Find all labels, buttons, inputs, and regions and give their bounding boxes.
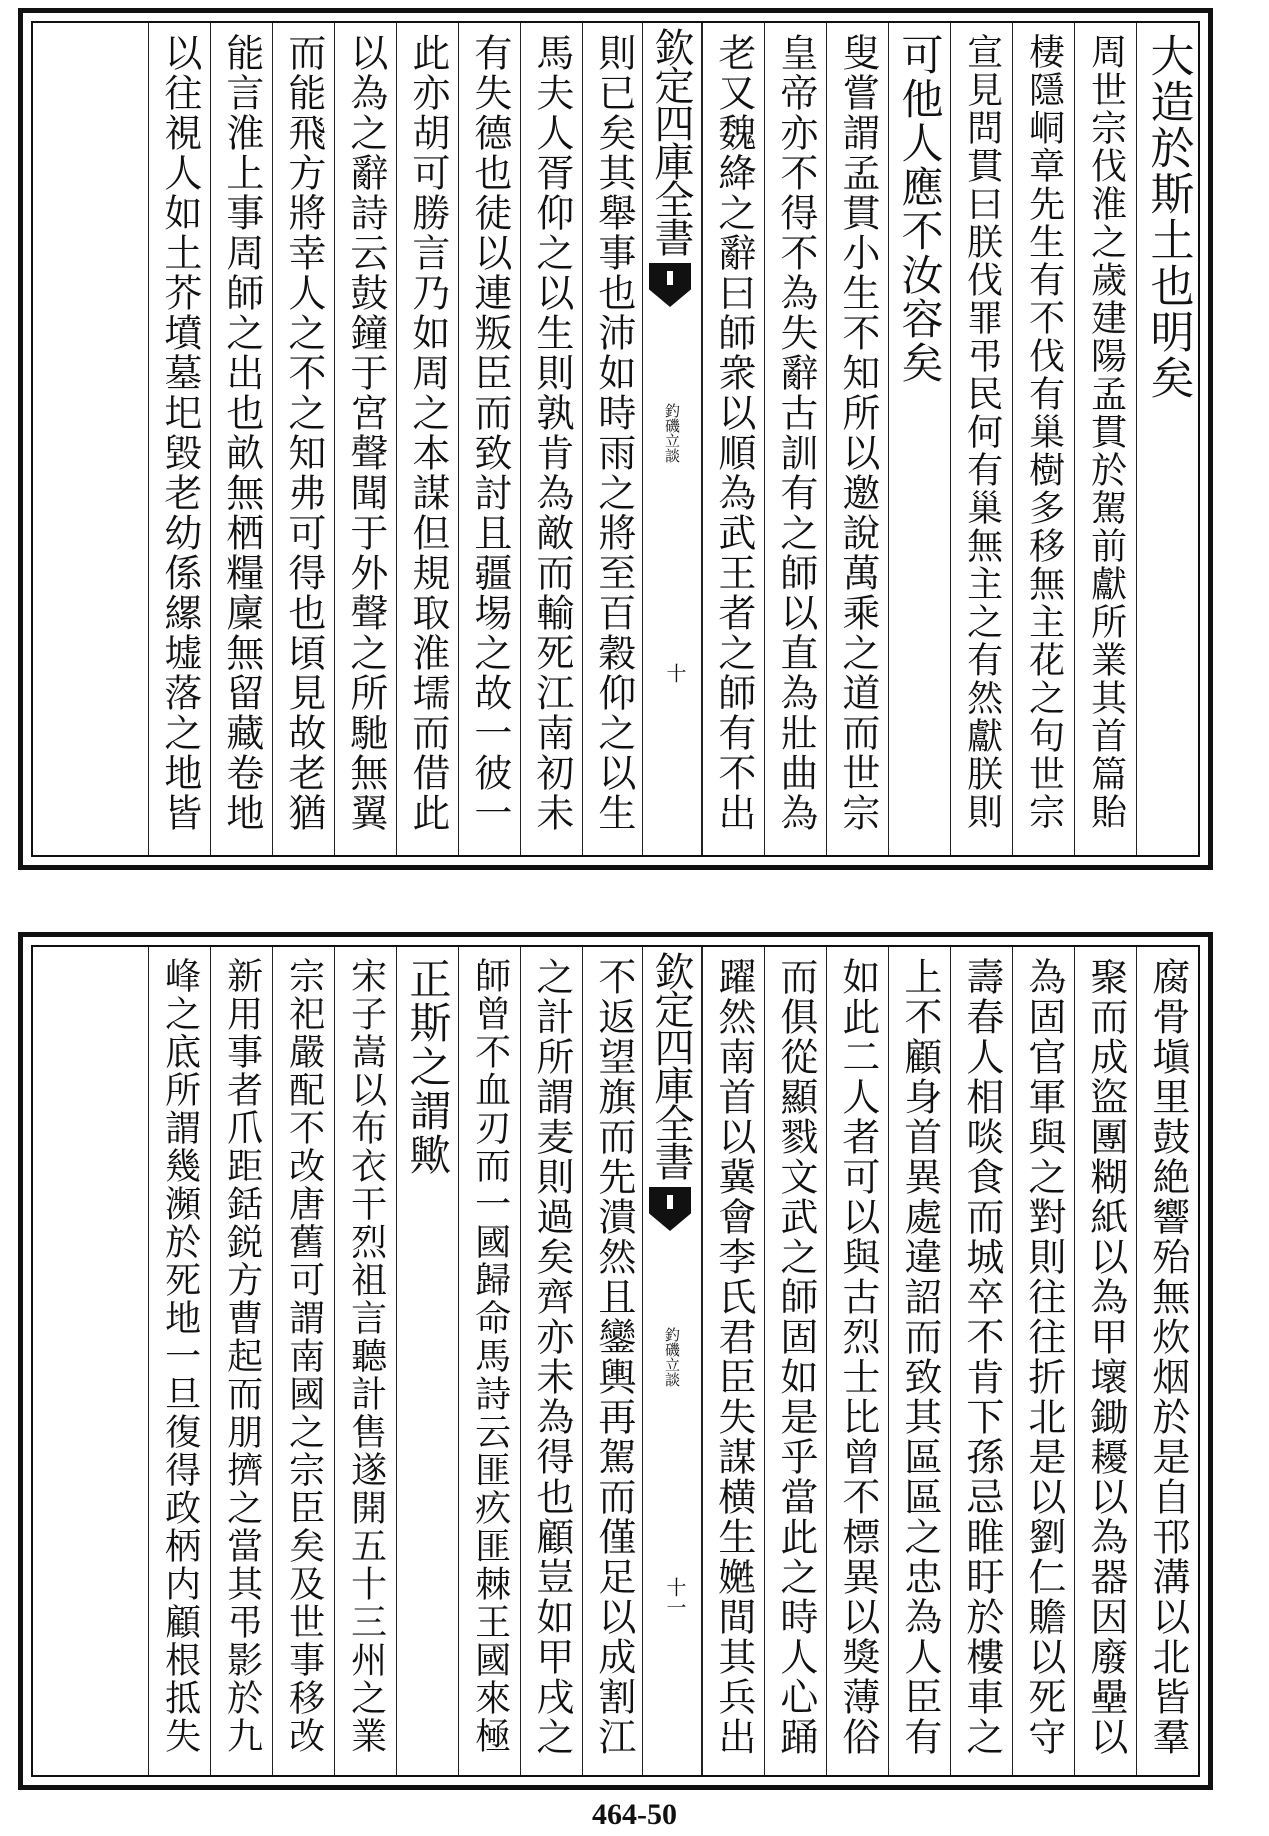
column-text: 新用事者爪距銛鋭方曹起而朋擠之當其弔影於九	[221, 957, 263, 1755]
column-text: 老又魏絳之辭曰師衆以順為武王者之師有不出	[711, 33, 756, 833]
column-text: 不返望旗而先潰然且鑾輿再駕而僅足以成割江	[591, 957, 636, 1757]
column-text: 壽春人相啖食而城卒不肯下孫忌睢盱於樓車之	[959, 957, 1004, 1757]
text-column	[334, 23, 396, 855]
text-column	[702, 23, 764, 855]
text-column	[272, 23, 334, 855]
bottom-page	[18, 932, 1213, 1790]
column-text: 上不顧身首異處違詔而致其區區之忠為人臣有	[897, 957, 942, 1757]
text-column	[1136, 947, 1198, 1775]
column-text: 躍然南首以冀會李氏君臣失謀横生嬎間其兵出	[711, 957, 756, 1757]
text-column	[1136, 23, 1198, 855]
text-column	[582, 947, 644, 1775]
fish-tail-notch	[667, 1195, 673, 1209]
top-page	[18, 8, 1213, 870]
text-column	[396, 23, 458, 855]
column-text: 峰之底所謂幾瀕於死地一旦復得政柄内顧根抵失	[159, 957, 201, 1755]
text-column	[950, 23, 1012, 855]
section-title: 釣磯立談	[663, 403, 681, 463]
column-text: 大造於斯土也明矣	[1142, 33, 1194, 401]
text-column	[764, 947, 826, 1775]
column-text: 馬夫人胥仰之以生則孰肯為敵而輸死江南初未	[529, 33, 574, 833]
text-column	[1012, 947, 1074, 1775]
text-column	[950, 947, 1012, 1775]
column-text: 有失德也徒以連叛臣而致討且疆埸之故一彼一	[467, 33, 512, 833]
text-column	[888, 23, 950, 855]
column-text: 正斯之謂歟	[403, 957, 453, 1177]
text-column	[1074, 23, 1136, 855]
fish-tail-mark-icon	[649, 1187, 691, 1231]
column-text: 宣見問貫曰朕伐罪弔民何有巢無主之有然獻朕則	[961, 33, 1003, 831]
text-column	[582, 23, 644, 855]
text-column	[1074, 947, 1136, 1775]
text-column	[702, 947, 764, 1775]
text-column	[148, 23, 210, 855]
column-text: 能言淮上事周師之出也畝無栖糧廩無留藏卷地	[219, 33, 264, 833]
text-column	[1012, 23, 1074, 855]
column-text: 聚而成盜團糊紙以為甲壞鋤耰以為器因廢壘以	[1083, 957, 1128, 1757]
column-text: 而能飛方將幸人之不之知弗可得也頃見故老猶	[281, 33, 326, 833]
text-column	[148, 947, 210, 1775]
column-text: 宗祀嚴配不改唐舊可謂南國之宗臣矣及世事移改	[283, 957, 325, 1755]
folio-number: 十一	[663, 1577, 687, 1617]
text-column	[826, 23, 888, 855]
folio-number: 十	[663, 663, 687, 683]
text-column	[458, 23, 520, 855]
center-strip	[642, 23, 702, 855]
text-column	[826, 947, 888, 1775]
text-column	[520, 947, 582, 1775]
text-column	[458, 947, 520, 1775]
text-column	[272, 947, 334, 1775]
top-page-frame	[31, 21, 1200, 857]
column-text: 以往視人如土芥墳墓圯毀老幼係縲墟落之地皆	[157, 33, 202, 833]
column-text: 為固官軍與之對則往往折北是以劉仁贍以死守	[1021, 957, 1066, 1757]
column-text: 腐骨塡里鼓絶響殆無炊烟於是自邗溝以北皆羣	[1145, 957, 1190, 1757]
text-column	[396, 947, 458, 1775]
column-text: 如此二人者可以與古烈士比曾不標異以獎薄俗	[835, 957, 880, 1757]
column-text: 此亦胡可勝言乃如周之本謀但規取淮壖而借此	[405, 33, 450, 833]
center-strip	[642, 947, 702, 1775]
column-text: 而俱從顯戮文武之師固如是乎當此之時人心踊	[773, 957, 818, 1757]
column-text: 以為之辭詩云鼓鐘于宮聲聞于外聲之所馳無翼	[343, 33, 388, 833]
text-column	[210, 947, 272, 1775]
library-title: 欽定四庫全書	[648, 951, 694, 1179]
column-text: 師曾不血刃而一國歸命馬詩云匪疚匪棘王國來極	[469, 957, 511, 1755]
bottom-page-frame	[31, 945, 1200, 1777]
column-text: 周世宗伐淮之歲建陽孟貫於駕前獻所業其首篇貽	[1085, 33, 1127, 831]
column-text: 宋子嵩以布衣干烈祖言聽計售遂開五十三州之業	[345, 957, 387, 1755]
section-title: 釣磯立談	[663, 1327, 681, 1387]
column-text: 則已矣其舉事也沛如時雨之將至百穀仰之以生	[591, 33, 636, 833]
text-column	[520, 23, 582, 855]
column-text: 可他人應不汝容矣	[895, 33, 945, 385]
column-text: 皇帝亦不得不為失辭古訓有之師以直為壯曲為	[773, 33, 818, 833]
fish-tail-notch	[667, 271, 673, 285]
text-column	[210, 23, 272, 855]
column-text: 之計所謂麦則過矣齊亦未為得也顧豈如甲戌之	[529, 957, 574, 1757]
page-number: 464-50	[592, 1798, 677, 1831]
text-column	[888, 947, 950, 1775]
library-title: 欽定四庫全書	[648, 27, 694, 255]
text-column	[334, 947, 396, 1775]
column-text: 棲隱峒章先生有不伐有巢樹多移無主花之句世宗	[1023, 33, 1065, 831]
text-column	[764, 23, 826, 855]
column-text: 叟嘗謂孟貫小生不知所以邀說萬乘之道而世宗	[835, 33, 880, 833]
fish-tail-mark-icon	[649, 263, 691, 307]
